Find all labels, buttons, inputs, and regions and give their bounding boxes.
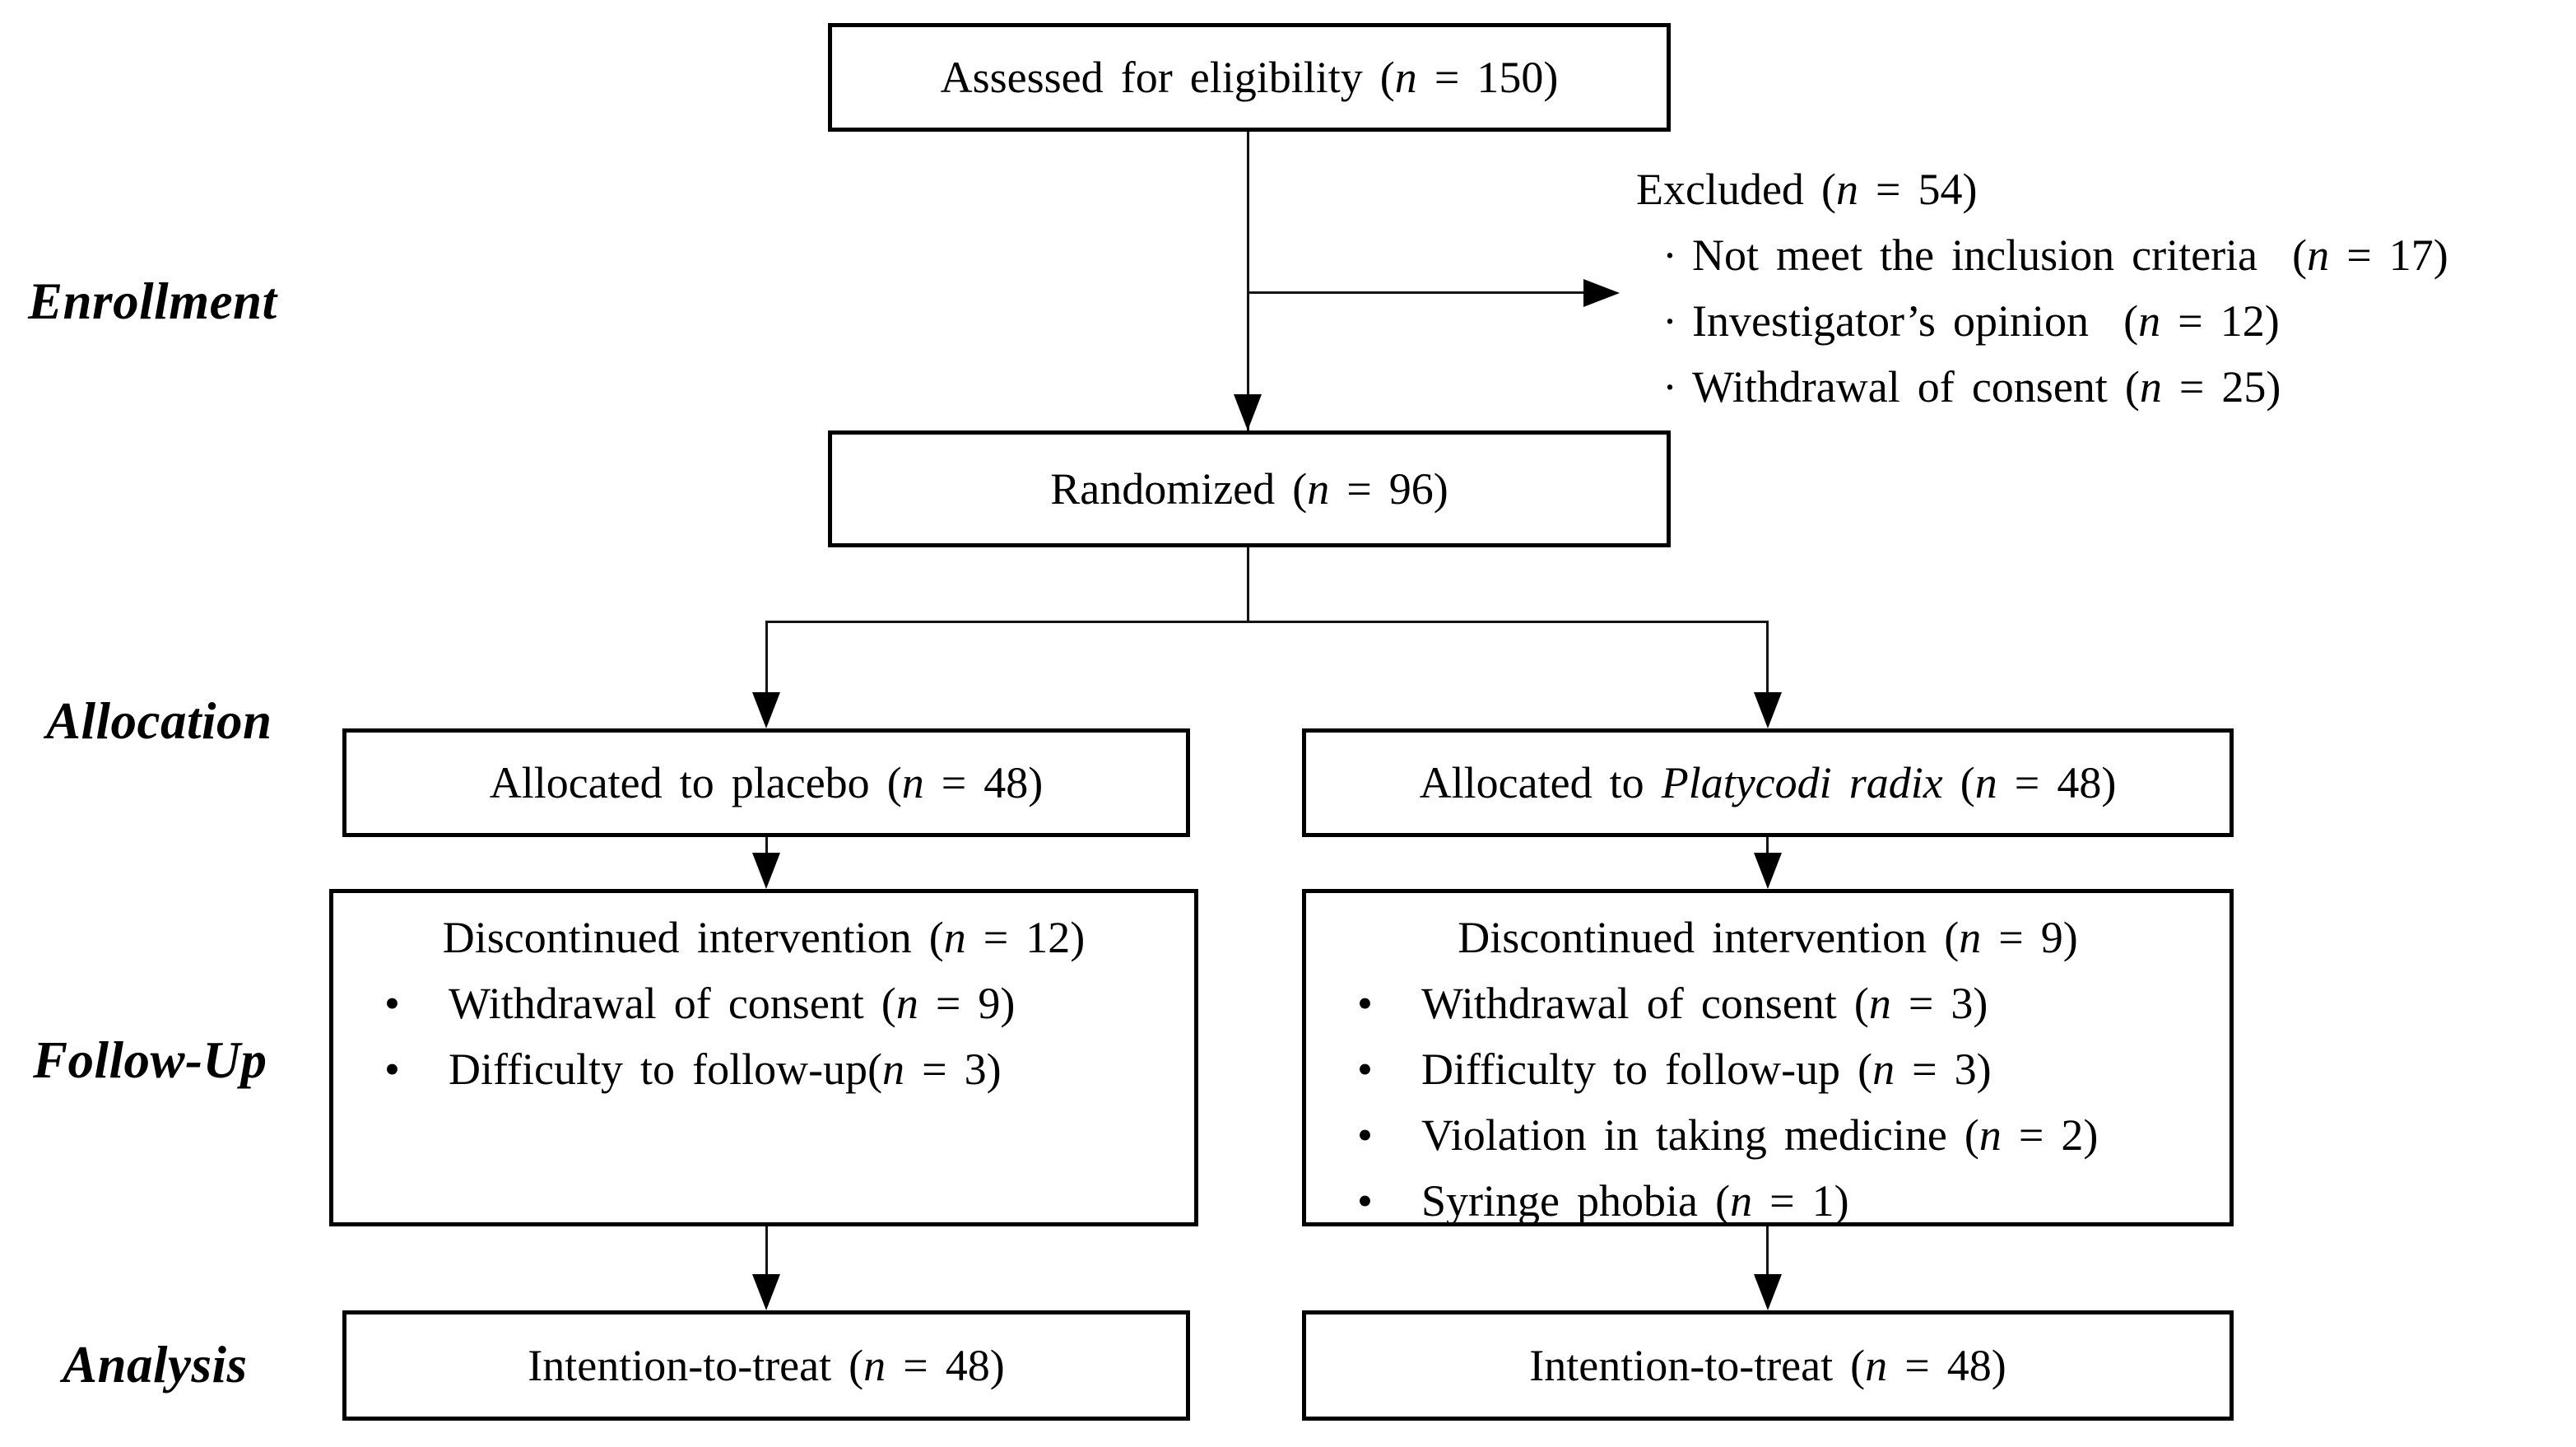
text-line: Intention-to-treat (n = 48) — [1529, 1341, 2006, 1390]
connector-followup-to-analysis-placebo — [765, 1226, 768, 1277]
text-line: Discontinued intervention (n = 9) — [1458, 913, 2078, 962]
arrowhead-right-excluded — [1583, 279, 1620, 307]
text-line: Intention-to-treat (n = 48) — [528, 1341, 1005, 1390]
arrowhead-down-analysis-placebo — [752, 1274, 780, 1310]
stage-label-allocation: Allocation — [46, 692, 272, 750]
arrowhead-down-followup-placebo — [752, 853, 780, 889]
box-intention-to-treat-placebo — [342, 1310, 1190, 1421]
bullet-marker: • — [384, 1045, 400, 1094]
box-allocated-placebo — [342, 728, 1190, 837]
text-line: • Syringe phobia (n = 1) — [1306, 1168, 2230, 1234]
text-line: • Violation in taking medicine (n = 2) — [1306, 1102, 2230, 1168]
bullet-marker: • — [1357, 1176, 1373, 1226]
box-followup-placebo — [329, 889, 1198, 1226]
text-line: · Investigator’s opinion (n = 12) — [1636, 288, 2448, 354]
connector-split-to-placebo — [765, 621, 768, 696]
connector-followup-to-analysis-platycodi — [1766, 1226, 1769, 1277]
arrowhead-down-allocated-placebo — [752, 692, 780, 728]
connector-split-to-platycodi — [1766, 621, 1769, 696]
bullet-marker: • — [1357, 979, 1373, 1028]
arrowhead-down-allocated-platycodi — [1754, 692, 1782, 728]
text-line: Discontinued intervention (n = 12) — [442, 913, 1086, 962]
box-allocated-platycodi-radix — [1302, 728, 2234, 837]
text-line: • Withdrawal of consent (n = 3) — [1306, 970, 2230, 1036]
box-followup-platycodi-radix — [1302, 889, 2234, 1226]
arrowhead-down-analysis-platycodi — [1754, 1274, 1782, 1310]
bullet-marker: • — [384, 979, 400, 1028]
box-intention-to-treat-platycodi-radix — [1302, 1310, 2234, 1421]
stage-label-enrollment: Enrollment — [28, 272, 277, 330]
connector-assessed-to-randomized — [1247, 132, 1249, 430]
connector-split-horizontal — [765, 621, 1769, 623]
text-line: · Not meet the inclusion criteria (n = 17) — [1636, 222, 2448, 288]
bullet-marker: · — [1662, 362, 1677, 412]
text-line: Allocated to placebo (n = 48) — [489, 758, 1044, 807]
stage-label-analysis: Analysis — [63, 1336, 248, 1393]
text-line: Allocated to Platycodi radix (n = 48) — [1419, 758, 2117, 807]
text-line: Excluded (n = 54) — [1636, 165, 1978, 214]
text-line: • Difficulty to follow-up (n = 3) — [1306, 1036, 2230, 1102]
bullet-marker: · — [1662, 230, 1677, 280]
text-line: Assessed for eligibility (n = 150) — [940, 53, 1559, 102]
text-line: • Withdrawal of consent (n = 9) — [333, 970, 1194, 1036]
bullet-marker: · — [1662, 296, 1677, 346]
connector-randomized-to-split — [1247, 547, 1249, 623]
arrowhead-down-followup-platycodi — [1754, 853, 1782, 889]
arrowhead-down-randomized — [1234, 394, 1262, 430]
excluded-annotation — [1636, 156, 2448, 420]
text-line: • Difficulty to follow-up(n = 3) — [333, 1036, 1194, 1102]
box-assessed-eligibility — [828, 23, 1671, 132]
connector-branch-excluded — [1248, 291, 1588, 294]
bullet-marker: • — [1357, 1110, 1373, 1160]
text-line: Randomized (n = 96) — [1050, 464, 1448, 514]
text-line: · Withdrawal of consent (n = 25) — [1636, 354, 2448, 420]
stage-label-follow-up: Follow-Up — [33, 1031, 267, 1089]
bullet-marker: • — [1357, 1045, 1373, 1094]
box-randomized — [828, 430, 1671, 547]
